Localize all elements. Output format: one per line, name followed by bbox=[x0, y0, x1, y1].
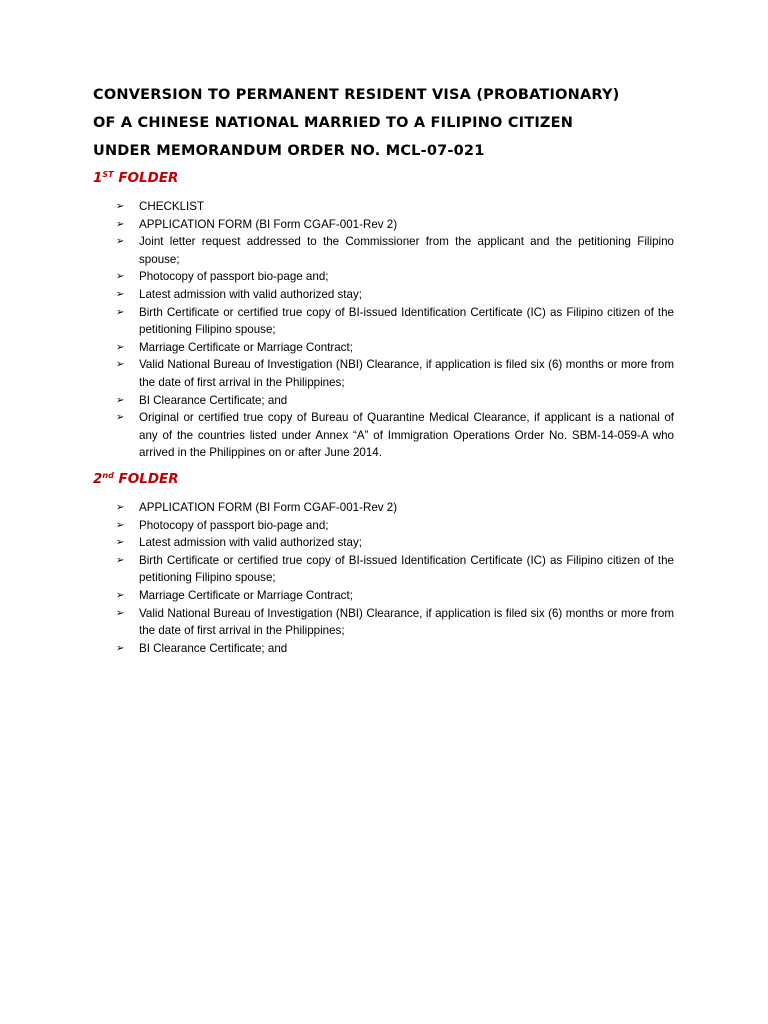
list-item bbox=[116, 304, 674, 339]
list-item-text: Photocopy of passport bio-page and; bbox=[139, 518, 329, 532]
arrowhead-bullet-icon: ➢ bbox=[116, 236, 125, 248]
arrowhead-bullet-icon: ➢ bbox=[116, 642, 125, 654]
arrowhead-bullet-icon: ➢ bbox=[116, 412, 125, 424]
arrowhead-bullet-icon: ➢ bbox=[116, 341, 125, 353]
arrowhead-bullet-icon: ➢ bbox=[116, 589, 125, 601]
folder-2-heading bbox=[93, 471, 179, 487]
arrowhead-bullet-icon: ➢ bbox=[116, 607, 125, 619]
folder-1-checklist bbox=[116, 198, 674, 462]
document-title-line-3: UNDER MEMORANDUM ORDER NO. MCL-07-021 bbox=[93, 143, 485, 159]
list-item bbox=[116, 286, 674, 304]
list-item-text: BI Clearance Certificate; and bbox=[139, 393, 288, 407]
arrowhead-bullet-icon: ➢ bbox=[116, 218, 125, 230]
document-title-line-1: CONVERSION TO PERMANENT RESIDENT VISA (PROBATIONARY) bbox=[93, 87, 620, 103]
folder-1-heading bbox=[93, 170, 178, 186]
arrowhead-bullet-icon: ➢ bbox=[116, 537, 125, 549]
folder-2-checklist bbox=[116, 499, 674, 657]
list-item-text: APPLICATION FORM (BI Form CGAF-001-Rev 2) bbox=[139, 501, 398, 514]
arrowhead-bullet-icon: ➢ bbox=[116, 288, 125, 300]
list-item bbox=[116, 392, 674, 410]
folder-2-number: 2 bbox=[93, 471, 103, 487]
list-item bbox=[116, 640, 674, 658]
arrowhead-bullet-icon: ➢ bbox=[116, 502, 125, 513]
list-item bbox=[116, 605, 674, 640]
list-item-text: APPLICATION FORM (BI Form CGAF-001-Rev 2) bbox=[139, 217, 398, 231]
folder-2-ordinal: nd bbox=[102, 471, 114, 480]
document-title-line-2: OF A CHINESE NATIONAL MARRIED TO A FILIPINO CITIZEN bbox=[93, 115, 574, 131]
list-item-text: Marriage Certificate or Marriage Contract; bbox=[139, 588, 353, 602]
arrowhead-bullet-icon: ➢ bbox=[116, 306, 125, 318]
arrowhead-bullet-icon: ➢ bbox=[116, 271, 125, 283]
list-item bbox=[116, 552, 674, 587]
list-item-text: Latest admission with valid authorized stay; bbox=[139, 536, 362, 550]
arrowhead-bullet-icon: ➢ bbox=[116, 201, 125, 212]
list-item-text: CHECKLIST bbox=[139, 200, 205, 213]
list-item bbox=[116, 534, 674, 552]
list-item bbox=[116, 356, 674, 391]
arrowhead-bullet-icon: ➢ bbox=[116, 394, 125, 406]
folder-1-ordinal: ST bbox=[102, 170, 114, 179]
folder-1-label: FOLDER bbox=[118, 170, 179, 186]
list-item-text: Marriage Certificate or Marriage Contract; bbox=[139, 340, 353, 354]
list-item bbox=[116, 268, 674, 286]
list-item bbox=[116, 198, 674, 216]
list-item-text: Valid National Bureau of Investigation (NBI) Clearance, if application is filed six (6) months or more from the date of first arrival in the Philippines; bbox=[139, 358, 674, 389]
list-item-text: Joint letter request addressed to the Commissioner from the applicant and the petitioning Filipino spouse; bbox=[139, 235, 674, 266]
list-item-text: Original or certified true copy of Bureau of Quarantine Medical Clearance, if applicant is a national of any of the countries listed under Annex “A” of Immigration Operations Order No. SBM-14-059-A who arrived in the Philippines on or after June 2014. bbox=[139, 411, 674, 460]
list-item-text: Valid National Bureau of Investigation (NBI) Clearance, if application is filed six (6) months or more from the date of first arrival in the Philippines; bbox=[139, 606, 674, 638]
folder-2-label: FOLDER bbox=[118, 471, 179, 487]
list-item bbox=[116, 216, 674, 234]
list-item bbox=[116, 233, 674, 268]
list-item-text: Birth Certificate or certified true copy of BI-issued Identification Certificate (IC) as Filipino citizen of the petitioning Filipino spouse; bbox=[139, 553, 674, 585]
list-item-text: Birth Certificate or certified true copy of BI-issued Identification Certificate (IC) as Filipino citizen of the petitioning Filipino spouse; bbox=[139, 305, 674, 337]
list-item-text: BI Clearance Certificate; and bbox=[139, 641, 288, 655]
list-item bbox=[116, 499, 674, 517]
arrowhead-bullet-icon: ➢ bbox=[116, 554, 125, 566]
list-item bbox=[116, 409, 674, 462]
list-item-text: Photocopy of passport bio-page and; bbox=[139, 270, 329, 284]
list-item bbox=[116, 339, 674, 357]
arrowhead-bullet-icon: ➢ bbox=[116, 359, 125, 371]
list-item bbox=[116, 587, 674, 605]
list-item-text: Latest admission with valid authorized stay; bbox=[139, 287, 362, 301]
folder-1-number: 1 bbox=[93, 170, 103, 186]
list-item bbox=[116, 517, 674, 535]
arrowhead-bullet-icon: ➢ bbox=[116, 519, 125, 531]
